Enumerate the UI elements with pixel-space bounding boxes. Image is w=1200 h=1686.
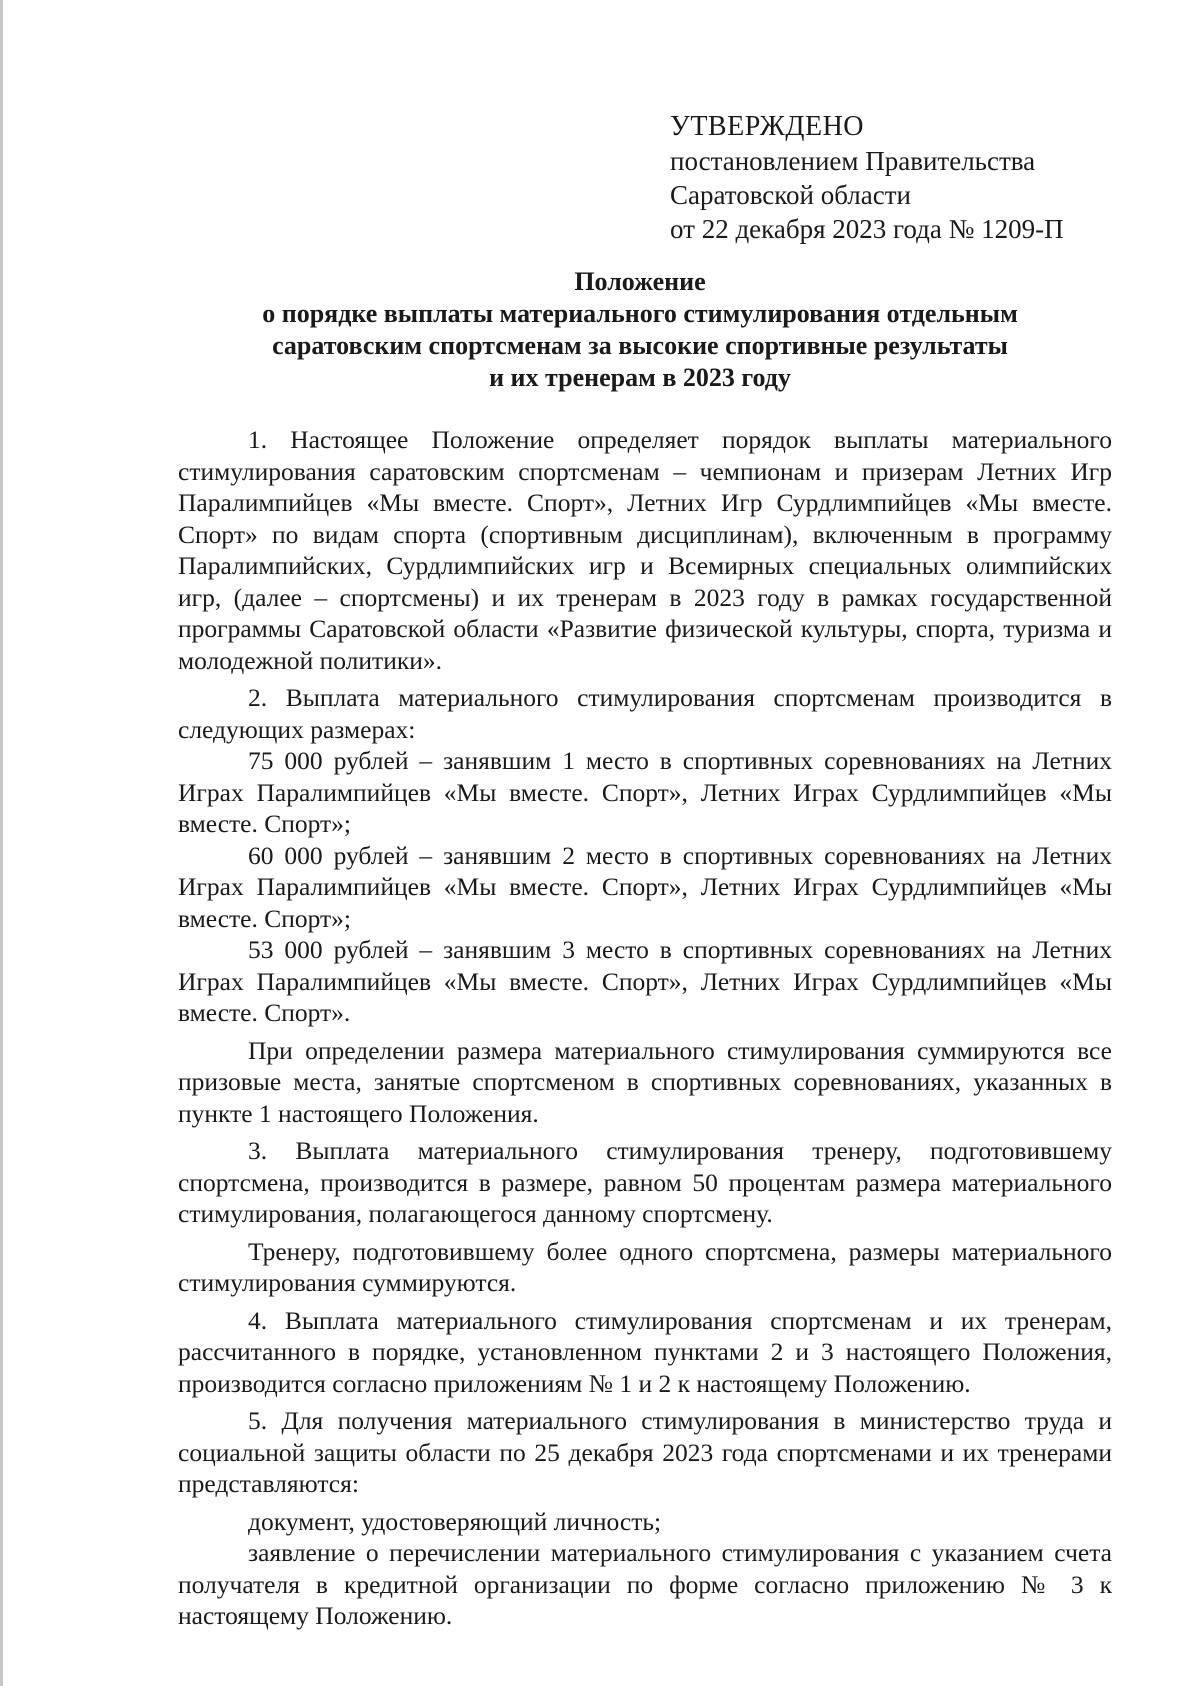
- title-line: Положение: [574, 267, 706, 296]
- approval-line: от 22 декабря 2023 года № 1209-П: [670, 214, 1064, 244]
- approval-block: [670, 110, 1150, 246]
- title-line: о порядке выплаты материального стимулирования отдельным: [262, 299, 1018, 328]
- approval-line: Саратовской области: [670, 180, 911, 210]
- title-line: и их тренерам в 2023 году: [489, 363, 791, 392]
- document-title: [150, 266, 1130, 394]
- paragraph: заявление о перечислении материального стимулирования с указанием счета получателя в кредитной организации по форме согласно приложению № 3 к настоящему Положению.: [178, 1538, 1112, 1630]
- paragraph: документ, удостоверяющий личность;: [248, 1506, 662, 1536]
- paragraph: 5. Для получения материального стимулирования в министерство труда и социальной защиты области по 25 декабря 2023 года спортсменами и их тренерами представляются:: [178, 1406, 1112, 1498]
- approval-heading: УТВЕРЖДЕНО: [670, 111, 865, 142]
- paragraph: 60 000 рублей – занявшим 2 место в спортивных соревнованиях на Летних Играх Паралимпийцев «Мы вместе. Спорт», Летних Играх Сурдлимпийцев «Мы вместе. Спорт»;: [178, 840, 1112, 933]
- scan-edge: [0, 0, 3, 1686]
- paragraph: 3. Выплата материального стимулирования тренеру, подготовившему спортсмена, производится в размере, равном 50 процентам размера материального стимулирования, полагающегося данному спортсмену.: [178, 1136, 1112, 1228]
- document-body: [178, 424, 1112, 1632]
- approval-line: постановлением Правительства: [670, 146, 1036, 176]
- title-line: саратовским спортсменам за высокие спортивные результаты: [272, 331, 1008, 360]
- paragraph: Тренеру, подготовившему более одного спортсмена, размеры материального стимулирования суммируются.: [178, 1236, 1112, 1297]
- paragraph: 4. Выплата материального стимулирования спортсменам и их тренерам, рассчитанного в порядке, установленном пунктами 2 и 3 настоящего Положения, производится согласно приложениям № 1 и 2 к настоящему Положению.: [178, 1305, 1112, 1398]
- paragraph: При определении размера материального стимулирования суммируются все призовые места, занятые спортсменом в спортивных соревнованиях, указанных в пункте 1 настоящего Положения.: [178, 1035, 1112, 1128]
- paragraph: 75 000 рублей – занявшим 1 место в спортивных соревнованиях на Летних Играх Паралимпийцев «Мы вместе. Спорт», Летних Играх Сурдлимпийцев «Мы вместе. Спорт»;: [178, 746, 1112, 838]
- paragraph: 1. Настоящее Положение определяет порядок выплаты материального стимулирования саратовским спортсменам – чемпионам и призерам Летних Игр Паралимпийцев «Мы вместе. Спорт», Летних Игр Сурдлимпийцев «Мы вместе. Спорт» по видам спорта (спортивным дисциплинам), включенным в программу Паралимпийских, Сурдлимпийских игр и Всемирных специальных олимпийских игр, (далее – спортсмены) и их тренерам в 2023 году в рамках государственной программы Саратовской области «Развитие физической культуры, спорта, туризма и молодежной политики».: [178, 425, 1112, 675]
- paragraph: 2. Выплата материального стимулирования спортсменам производится в следующих размерах:: [178, 683, 1112, 744]
- paragraph: 53 000 рублей – занявшим 3 место в спортивных соревнованиях на Летних Играх Паралимпийцев «Мы вместе. Спорт», Летних Играх Сурдлимпийцев «Мы вместе. Спорт».: [178, 935, 1112, 1027]
